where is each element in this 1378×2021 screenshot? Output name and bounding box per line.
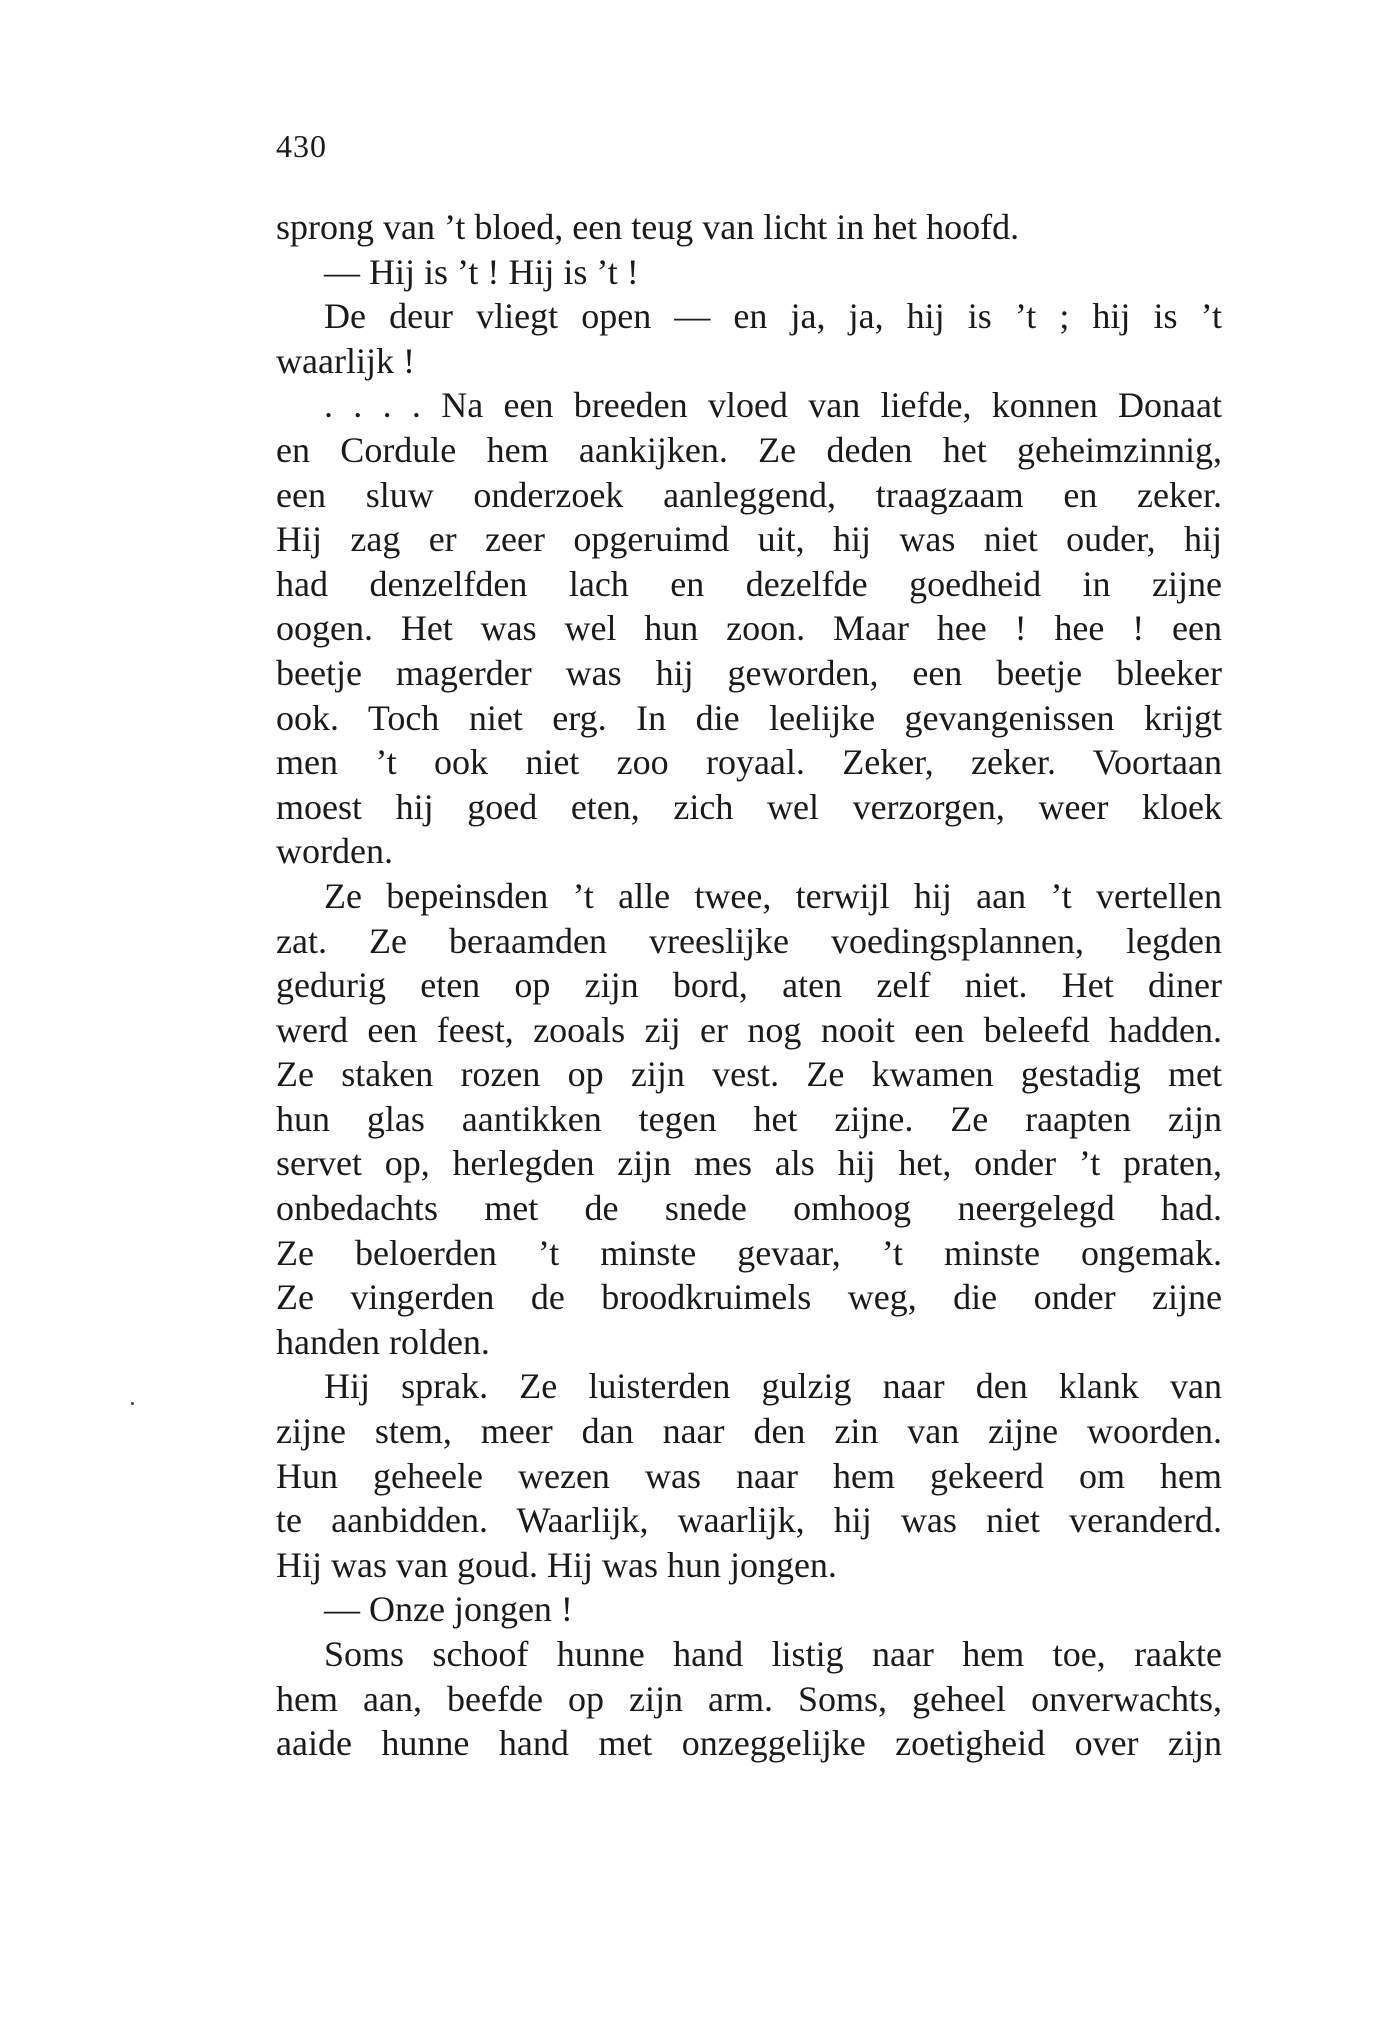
text-line: Ze vingerden de broodkruimels weg, die onder zijne <box>276 1277 1222 1318</box>
text-line: moest hij goed eten, zich wel verzorgen, weer kloek <box>276 786 1222 827</box>
text-line: te aanbidden. Waarlijk, waarlijk, hij was niet veranderd. <box>276 1500 1222 1541</box>
text-line: aaide hunne hand met onzeggelijke zoetigheid over zijn <box>276 1723 1222 1764</box>
text-line: . . . . Na een breeden vloed van liefde, konnen Donaat <box>324 385 1222 426</box>
text-line: werd een feest, zooals zij er nog nooit een beleefd hadden. <box>276 1009 1222 1050</box>
page-number: 430 <box>276 128 327 164</box>
text-line: zat. Ze beraamden vreeslijke voedingsplannen, legden <box>276 920 1222 961</box>
text-line: en Cordule hem aankijken. Ze deden het geheimzinnig, <box>276 429 1222 470</box>
text-line: hun glas aantikken tegen het zijne. Ze raapten zijn <box>276 1098 1222 1139</box>
text-line: Hij sprak. Ze luisterden gulzig naar den klank van <box>324 1366 1222 1407</box>
text-line: men ’t ook niet zoo royaal. Zeker, zeker. Voortaan <box>276 742 1222 783</box>
text-line: hem aan, beefde op zijn arm. Soms, geheel onverwachts, <box>276 1678 1222 1719</box>
text-line: oogen. Het was wel hun zoon. Maar hee ! hee ! een <box>276 608 1222 649</box>
text-line: handen rolden. <box>276 1321 490 1362</box>
text-line: Soms schoof hunne hand listig naar hem toe, raakte <box>324 1634 1222 1674</box>
text-line: beetje magerder was hij geworden, een beetje bleeker <box>276 652 1222 693</box>
text-line: ook. Toch niet erg. In die leelijke gevangenissen krijgt <box>276 697 1222 738</box>
text-line: gedurig eten op zijn bord, aten zelf niet. Het diner <box>276 965 1222 1006</box>
text-line: Hun geheele wezen was naar hem gekeerd om hem <box>276 1455 1222 1496</box>
text-line: Hij zag er zeer opgeruimd uit, hij was niet ouder, hij <box>276 519 1222 560</box>
body-text <box>276 205 1222 1766</box>
text-line: Ze bepeinsden ’t alle twee, terwijl hij aan ’t vertellen <box>324 875 1222 916</box>
text-line: servet op, herlegden zijn mes als hij het, onder ’t praten, <box>276 1143 1222 1184</box>
text-line: Ze staken rozen op zijn vest. Ze kwamen gestadig met <box>276 1054 1222 1095</box>
text-line: Ze beloerden ’t minste gevaar, ’t minste ongemak. <box>276 1232 1222 1273</box>
text-line: een sluw onderzoek aanleggend, traagzaam en zeker. <box>276 474 1222 515</box>
text-line: — Hij is ’t ! Hij is ’t ! <box>324 251 639 292</box>
print-speck <box>131 1402 134 1405</box>
text-line: Hij was van goud. Hij was hun jongen. <box>276 1544 837 1585</box>
text-line: waarlijk ! <box>276 340 415 381</box>
text-line: De deur vliegt open — en ja, ja, hij is ’t ; hij is ’t <box>324 296 1222 337</box>
text-line: worden. <box>276 831 393 872</box>
text-line: zijne stem, meer dan naar den zin van zijne woorden. <box>276 1411 1222 1452</box>
text-line: sprong van ’t bloed, een teug van licht in het hoofd. <box>276 207 1020 247</box>
text-line: had denzelfden lach en dezelfde goedheid in zijne <box>276 563 1222 604</box>
text-line: onbedachts met de snede omhoog neergelegd had. <box>276 1188 1222 1229</box>
text-line: — Onze jongen ! <box>324 1589 573 1630</box>
